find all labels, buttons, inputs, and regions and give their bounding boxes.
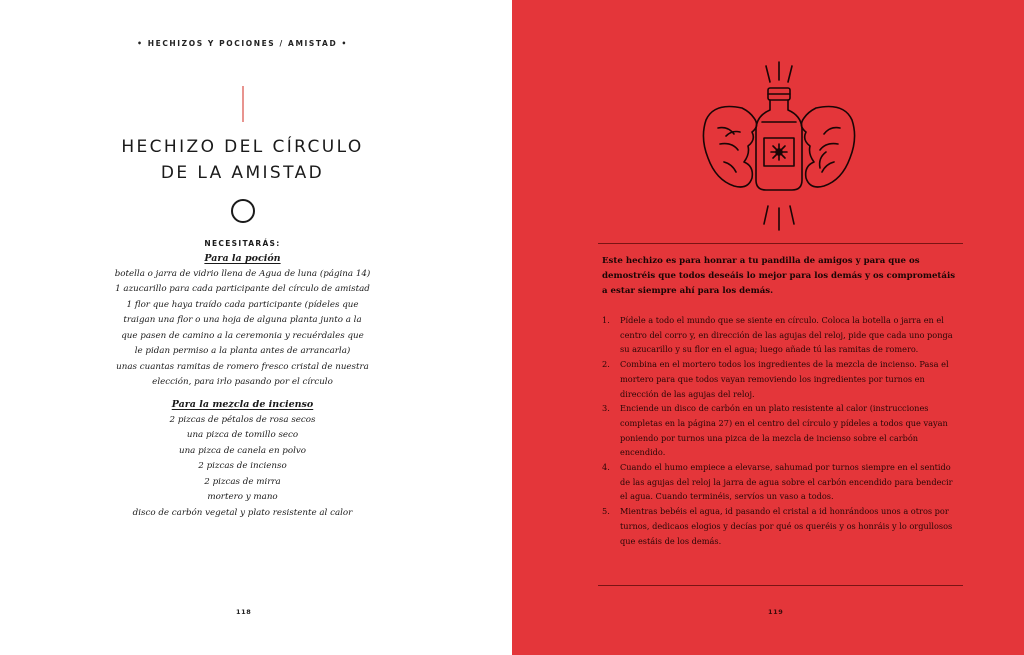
list-item: disco de carbón vegetal y plato resistente al calor <box>132 507 353 518</box>
list-item: una pizca de canela en polvo <box>178 445 307 456</box>
page-number: 119 <box>768 608 784 616</box>
step-number: 2. <box>602 359 610 370</box>
page-number: 118 <box>236 608 252 616</box>
step-number: 3. <box>602 403 610 414</box>
circle-icon <box>231 199 255 223</box>
running-head: • HECHIZOS Y POCIONES / AMISTAD • <box>137 39 348 48</box>
list-item: botella o jarra de vidrio llena de Agua de luna (página 14) <box>114 268 371 279</box>
step-number: 4. <box>602 462 610 473</box>
steps-list <box>602 313 960 548</box>
list-item <box>602 504 960 548</box>
potion-heading: Para la poción <box>204 253 281 264</box>
needs-heading: NECESITARÁS: <box>204 239 281 248</box>
list-item: unas cuantas ramitas de romero fresco cristal de nuestra <box>116 361 369 372</box>
list-item: una pizca de tomillo seco <box>186 430 299 440</box>
list-item <box>602 357 960 401</box>
list-item: 2 pizcas de mirra <box>204 476 281 487</box>
list-item: 2 pizcas de incienso <box>198 461 287 471</box>
list-item: que pasen de camino a la ceremonia y recuérdales que <box>121 330 364 341</box>
step-text: Mientras bebéis el agua, id pasando el cristal a id honrándoos unos a otros por turnos, dedicaos elogios y decías por qué os queréis y os honráis y lo orgullosos que estáis de los demás. <box>620 506 953 546</box>
incense-list <box>95 397 390 521</box>
incense-heading: Para la mezcla de incienso <box>171 399 314 410</box>
page-title <box>0 134 485 186</box>
list-item: 2 pizcas de pétalos de rosa secos <box>169 414 316 425</box>
potion-list <box>95 251 390 391</box>
divider <box>598 585 963 586</box>
step-text: Enciende un disco de carbón en un plato resistente al calor (instrucciones completas en la página 27) en el centro del círculo y pídeles a todos que vayan poniendo por turnos una pizca de la mezcla de incienso sobre el carbón encendido. <box>620 403 948 458</box>
list-item: mortero y mano <box>207 492 278 502</box>
step-text: Cuando el humo empiece a elevarse, sahumad por turnos siempre en el sentido de las agujas del reloj la jarra de agua sobre el carbón encendido para bendecir el agua. Cuando terminéis, servíos un vaso a todos. <box>620 462 953 502</box>
list-item: 1 azucarillo para cada participante del círculo de amistad <box>115 284 370 294</box>
divider <box>598 243 963 244</box>
intro-paragraph: Este hechizo es para honrar a tu pandilla de amigos y para que os demostréis que todos deseáis lo mejor para los demás y os comprometáis a estar siempre ahí para los demás. <box>602 256 956 296</box>
list-item: elección, para irlo pasando por el círculo <box>152 377 333 387</box>
step-text: Pídele a todo el mundo que se siente en círculo. Coloca la botella o jarra en el centro del corro y, en dirección de las agujas del reloj, pide que cada uno ponga su azucarillo y su flor en el agua; luego añade tú las ramitas de romero. <box>620 315 953 355</box>
bottle-with-hands-icon <box>694 58 864 234</box>
step-text: Combina en el mortero todos los ingredientes de la mezcla de incienso. Pasa el mortero para que todos vayan removiendo los ingredientes por turnos en dirección de las agujas del reloj. <box>620 359 949 399</box>
list-item: traigan una flor o una hoja de alguna planta junto a la <box>123 315 362 325</box>
list-item <box>602 313 960 357</box>
accent-bar <box>242 86 244 122</box>
list-item: le pidan permiso a la planta antes de arrancarla) <box>134 346 351 356</box>
list-item <box>602 401 960 460</box>
step-number: 5. <box>602 506 610 517</box>
step-number: 1. <box>602 315 610 325</box>
title-line: DE LA AMISTAD <box>160 163 325 183</box>
list-item: 1 flor que haya traído cada participante (pídeles que <box>126 299 359 310</box>
title-line: HECHIZO DEL CÍRCULO <box>121 137 364 157</box>
list-item <box>602 460 960 504</box>
